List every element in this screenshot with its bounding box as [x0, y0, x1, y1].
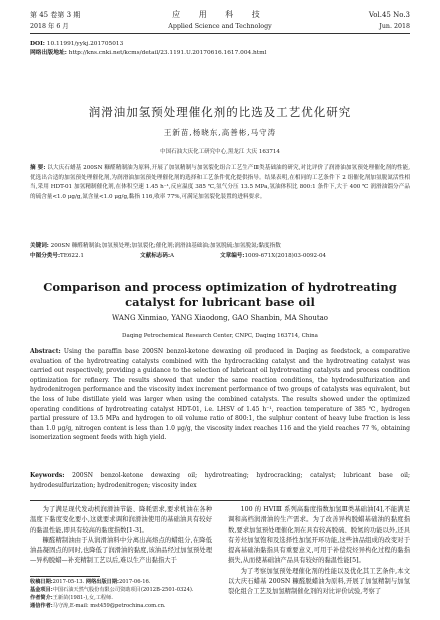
- footnote: [30, 578, 220, 610]
- affiliation-zh: 中国石油大庆化工研究中心,黑龙江 大庆 163714: [160, 149, 280, 155]
- body-paragraph: 为了考察加氢预处理催化剂的性能以及优化其工艺条件,本文以大庆石蜡基 200SN 糠醛脱蜡油为原料,开展了加氢精制与加氢裂化组合工艺及加氢精制催化剂的对比评价试验,考察了: [228, 567, 410, 596]
- abstract-zh-text: 以大庆石蜡基 200SN 糠醛精制油为原料,开展了加氢精制与加氢裂化组合工艺生产Ⅲ类基础油的研究,对比评价了润滑油加氢预处理催化剂的性能,优选出合适的加氢预处理催化剂,为润滑油加氢预处理催化剂的选择和工艺条件优化提供指导。结果表明,在相同的工艺条件下 2 组催化剂加氢脱氮活性相当,采用 HDT-01 加氢精制催化剂,在体积空速 1.45 h⁻¹,反应温度 385 ℃,氢气分压 13.5 MPa,氢油体积比 800:1 条件下,大于 400 ℃ 润滑油馏分产品的硫含量<1.0 μg/g,氮含量<1.0 μg/g,黏指 116,收率 77%,可满足加氢裂化装置的进料要求。: [30, 165, 410, 200]
- corr-label: 通信作者:: [30, 603, 53, 609]
- title-en: Comparison and process optimization of hydrotreating catalyst for lubricant base oil: [43, 280, 397, 309]
- body-column-left: [30, 505, 212, 567]
- doc-code-label: 文献标志码:: [140, 253, 171, 259]
- keywords-zh: [30, 242, 410, 252]
- keywords-en: [30, 471, 410, 490]
- authors-zh: 王新苗,杨晓东,高善彬,马守涛: [163, 128, 277, 137]
- keywords-zh-text: 200SN 糠醛精制油;加氢预处理;加氢裂化;催化剂;润滑油基础油;加氢脱硫;加氢脱氮;黏度指数: [50, 243, 281, 249]
- date-en: Jun. 2018: [379, 23, 410, 30]
- keywords-zh-label: 关键词:: [30, 243, 49, 249]
- footnote-fund: [30, 586, 220, 594]
- body-column-right: [228, 505, 410, 598]
- body-paragraph: 为了满足现代发动机润滑油节能、降耗需求,要求机油在各种温度下黏度变化要小,这就要求调和润滑油使用的基础油具有较好的黏温性能,即具有较高的黏度指数[1-3]。: [30, 506, 212, 534]
- clc-label: 中图分类号:: [30, 253, 61, 259]
- pub-url-link[interactable]: http://kns.cnki.net/kcms/detail/23.1191.U.20170616.1617.004.html: [68, 50, 267, 56]
- abstract-zh-label: 摘 要:: [30, 165, 46, 171]
- fund-text: 中国石油天然气股份有限公司资助项目(2012B-2501-0324).: [52, 587, 194, 593]
- bio-text: 王新苗(1981-),女,工程师.: [52, 595, 113, 601]
- volume-issue-en: Vol.45 No.3: [368, 11, 410, 19]
- abstract-en-text: Using the paraffin base 200SN benzol-ketone dewaxing oil produced in Daqing as feedstock, a comparative evaluation of the hydrotreating catalysts combined with the hydrocracking catalyst and the hydrotreating catalyst was carried out respectively, providing a guidance to the selection of lubricant oil hydrotreating catalysts and process condition optimization for refinery. The results showed that under the same reaction conditions, the hydrodesulfurization and hydrodenitrogen performance and the viscosity index increment performance of two groups of catalysts was equivalent, but the loss of lube distillate yield was larger when using the combined catalysts. The results showed under the optimized operating conditions of hydrotreating catalyst HDT-01, i.e. LHSV of 1.45 h⁻¹, reaction temperature of 385 ℃, hydrogen partial pressure of 13.5 MPa and hydrogen to oil volume ratio of 800:1, the sulphur content of heavy lube fraction is less than 1.0 μg/g, nitrogen content is less than 1.0 μg/g, the viscosity index reaches 116 and the yield reaches 77 %, obtaining isomerization segment feeds with high yield.: [30, 348, 410, 442]
- volume-issue-zh: 第 45 卷第 3 期: [30, 11, 81, 19]
- article-no-value: 1009-671X(2018)03-0092-04: [244, 253, 327, 259]
- doc-code-value: A: [170, 253, 175, 259]
- authors-en: WANG Xinmiao, YANG Xiaodong, GAO Shanbin, MA Shoutao: [111, 314, 329, 322]
- doi-link[interactable]: 10.11991/yykj.201705013: [46, 41, 124, 47]
- running-header-top: [30, 10, 410, 20]
- keywords-en-text: 200SN benzol-ketone dewaxing oil; hydrotreating; hydrocracking; catalyst; lubricant base oil; hydrodesulfurization; hydrodenitrogen; viscosity index: [30, 472, 410, 489]
- clc-value: TE622.1: [60, 253, 84, 259]
- body-paragraph: 糠醛精制油由于从润滑油料中分离出高熔点的蜡组分,在降低油品凝固点的同时,也降低了润滑油的黏度,该油品经过加氢预处理—异构脱蜡—补充精制工艺以后,难以生产出黏指大于: [30, 536, 212, 565]
- article-no-item: [220, 252, 326, 262]
- journal-name-zh: 应 用 科 技: [172, 10, 268, 19]
- doi-line: [30, 40, 123, 48]
- footnote-corresponding: [30, 602, 220, 610]
- article-no-label: 文章编号:: [220, 253, 245, 259]
- bio-label: 作者简介:: [30, 595, 53, 601]
- header-rule: [30, 33, 410, 34]
- running-header-bottom: [30, 22, 410, 32]
- footnote-bio: [30, 594, 220, 602]
- online-label: 网络出版日期:: [85, 579, 119, 585]
- doi-label: DOI:: [30, 41, 45, 47]
- online-date: 2017-06-16.: [118, 579, 151, 585]
- pub-url-label: 网络出版地址:: [30, 50, 67, 56]
- clc-item: [30, 252, 84, 262]
- corr-text: 马守涛,E-mail: mst459@petrochina.com.cn.: [52, 603, 166, 609]
- date-zh: 2018 年 6 月: [30, 23, 69, 30]
- abstract-en: [30, 347, 410, 443]
- doc-code-item: [140, 252, 174, 262]
- fund-label: 基金项目:: [30, 587, 53, 593]
- pub-url-line: [30, 49, 266, 57]
- abstract-zh: [30, 164, 410, 202]
- journal-name-en: Applied Science and Technology: [168, 23, 272, 30]
- affiliation-en: Daqing Petrochemical Research Center, CNPC, Daqing 163714, China: [122, 333, 318, 339]
- received-date: 2017-05-13.: [52, 579, 85, 585]
- footnote-rule: [30, 576, 100, 577]
- title-zh: 润滑油加氢预处理催化剂的比选及工艺优化研究: [88, 105, 352, 119]
- abstract-en-label: Abstract:: [30, 348, 61, 355]
- abstract-end-rule: [30, 500, 410, 501]
- received-label: 收稿日期:: [30, 579, 53, 585]
- footnote-dates: [30, 578, 220, 586]
- keywords-en-label: Keywords:: [30, 472, 65, 479]
- body-paragraph: 100 的 HVIⅢ 系列高黏度指数加氢Ⅲ类基础油[4],不能满足调和高档润滑油的生产需求。为了改善异构脱蜡基础油的黏度指数,要求加氢预处理催化剂在具有较高脱硫、脱氮的功能以外,还具有芳烃加氢饱和及选择性加氢开环功能,这些油品组成的改变对于提高基础油黏指具有重要意义,可用于补偿烷烃异构化过程的黏指损失,从而使基础油产品具有较好的黏温性能[5]。: [228, 506, 410, 565]
